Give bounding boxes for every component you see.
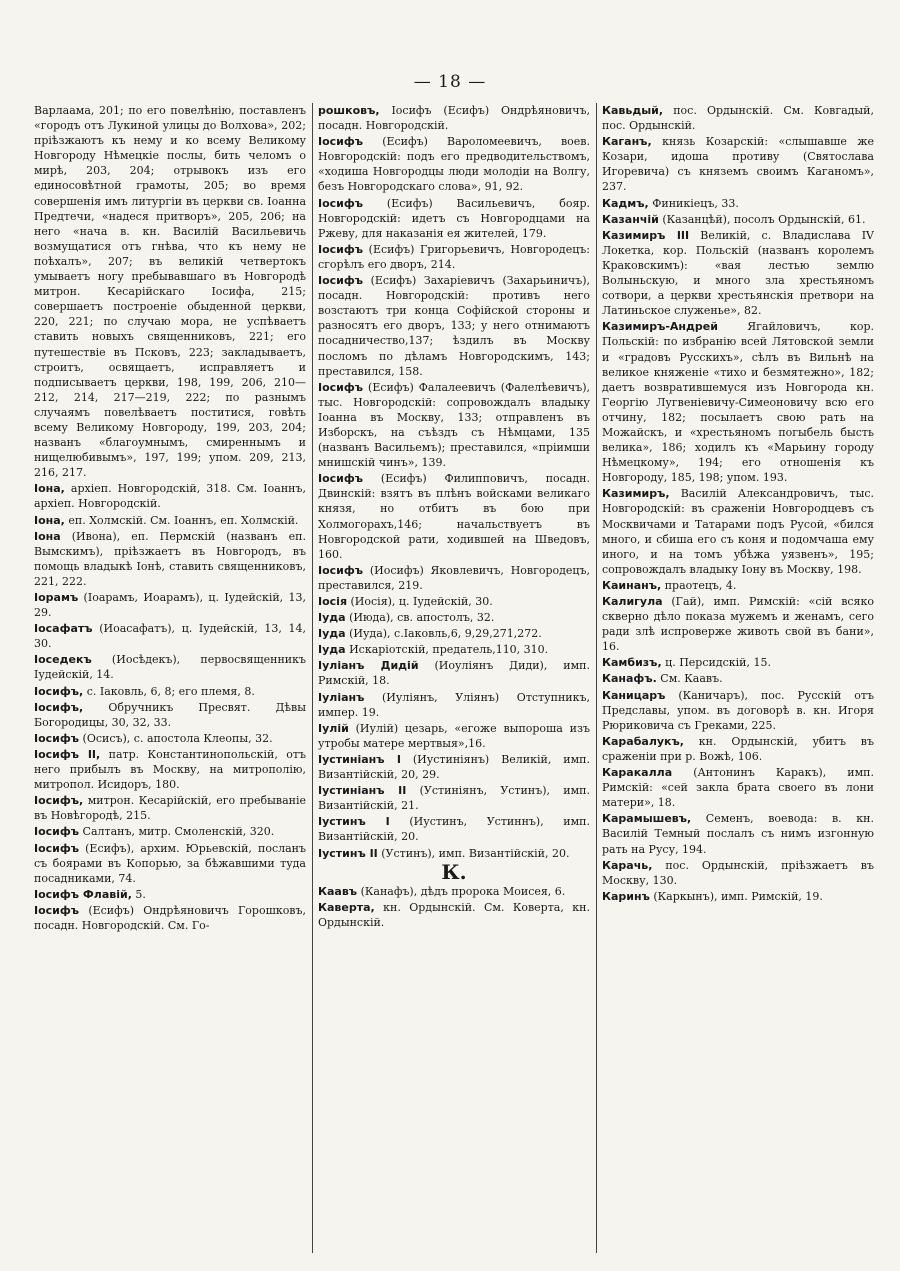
index-entry <box>34 747 306 792</box>
index-entry <box>318 814 590 844</box>
entry-headword: Канафъ. <box>602 672 657 686</box>
entry-headword: Іулій <box>318 721 349 735</box>
entry-text: (Иустинъ, Устиннъ), имп. Византійскій, 20. <box>318 815 590 844</box>
index-entry <box>602 655 874 670</box>
index-entry <box>318 658 590 688</box>
entry-text: (Есифъ) Захаріевичъ (Захарьиничъ), посадн. Новгородскій: противъ него возстаютъ три конца Софійской стороны и разносятъ его дворъ, 133; у него отнимаютъ посадничество,137; ѣздилъ въ Москву посломъ по дѣламъ Новгородскимъ, 143; преставился, 158. <box>318 274 590 378</box>
entry-headword: Каринъ <box>602 889 650 903</box>
entry-headword: Іустиніанъ I <box>318 752 401 766</box>
entry-headword: Калигула <box>602 595 663 608</box>
index-entry <box>602 103 874 133</box>
index-entry <box>602 196 874 211</box>
entry-text: Финикіецъ, 33. <box>648 196 739 210</box>
index-entry <box>318 610 590 625</box>
index-entry <box>602 889 874 904</box>
entry-text: (Иоуліянъ Диди), имп. Римскій, 18. <box>318 659 590 688</box>
entry-headword: Іоседекъ <box>34 653 92 667</box>
entry-headword: Іона, <box>34 513 65 527</box>
entry-text: кн. Ордынскій. См. Коверта, кн. Ордынскій. <box>318 900 590 929</box>
index-entry <box>318 690 590 720</box>
entry-text: (Каркынъ), имп. Римскій, 19. <box>649 889 823 903</box>
entry-headword: Камбизъ, <box>602 656 662 670</box>
entry-text: (Иулій) цезарь, «егоже выпороша изъ утробы матере мертвыя»,16. <box>318 721 590 750</box>
entry-text: митрон. Кесарійскій, его пребываніе въ Новѣгородѣ, 215. <box>34 794 306 823</box>
entry-headword: Казимиръ-Андрей <box>602 320 718 334</box>
entry-text: (Антонинъ Каракъ), имп. Римскій: «сей закла брата своего въ лони матери», 18. <box>602 766 874 810</box>
index-entry <box>318 846 590 861</box>
index-entry <box>34 684 306 699</box>
index-entry <box>318 273 590 379</box>
entry-text: (Есифъ) Ондрѣяновичъ Горошковъ, посадн. Новгородскій. См. Го- <box>34 903 306 932</box>
entry-text: архіеп. Новгородскій, 318. См. Іоаннъ, архіеп. Новгородскій. <box>34 482 306 511</box>
page-number: — 18 — <box>413 72 487 92</box>
entry-headword: Іосифъ <box>34 825 80 839</box>
entry-headword: Іосифъ <box>318 242 364 256</box>
entry-text: Семенъ, воевода: в. кн. Василій Темный послалъ съ нимъ изгонную рать на Русу, 194. <box>602 812 874 856</box>
index-entry <box>34 824 306 839</box>
entry-headword: Іустинъ II <box>318 846 378 860</box>
index-entry <box>602 212 874 227</box>
entry-text: Василій Александровичъ, тыс. Новгородскій: въ сраженіи Новгородцевъ съ Москвичами и Татарами подъ Русой, «бился много, и сбиша его съ коня и подомчаша ему иного, и на томъ убѣжа уязвенъ», 195; сопровождалъ владыку Іону въ Москву, 198. <box>602 487 874 576</box>
entry-headword: рошковъ, <box>318 104 380 117</box>
entry-text: (Июда), св. апостолъ, 32. <box>345 611 495 625</box>
entry-headword: Карачь, <box>602 858 653 872</box>
entry-headword: Іуліанъ Дидій <box>318 659 419 673</box>
index-entry <box>34 652 306 682</box>
entry-headword: Казанчій <box>602 212 659 226</box>
index-entry <box>34 700 306 730</box>
index-entry <box>602 765 874 810</box>
entry-headword: Карабалукъ, <box>602 734 684 748</box>
entry-text: Ягайловичъ, кор. Польскій: по избранію всей Лятовской земли и «градовъ Русскихъ», сѣлъ въ Вильнѣ на великое княженіе «тихо и безмятежно», 182; даетъ возвратившемуся изъ Новгорода кн. Георгію Лугвеніевичу-Симеоновичу всю его отчину, 182; посылаетъ свою рать на Можайскъ, и «хрестьяномъ погыбель бысть велика», 186; ходилъ къ «Марьину городу Нѣмецкому», 194; его отношенія къ Новгороду, 185, 198; упом. 193. <box>602 320 874 485</box>
entry-text: (Есифъ) Фалалеевичъ (Фалелѣевичъ), тыс. Новгородскій: сопровождалъ владыку Іоанна въ Москву, 133; отправленъ въ Изборскъ, на съѣздъ съ Нѣмцами, 135 (названъ Васильемъ); преставился, «пріимши мнишскій чинъ», 139. <box>318 380 590 470</box>
entry-headword: Іосифъ <box>318 274 364 288</box>
entry-text: Великій, с. Владислава IV Локетка, кор. Польскій (названъ королемъ Краковскимъ): «вая лестью землю Волыньскую, и много зла хрестьяномъ сотвори, а церкви хрестьянскія претвори на Латиньское служенье», 82. <box>602 228 874 318</box>
entry-text: (Иоасафатъ), ц. Іудейскій, 13, 14, 30. <box>34 622 306 651</box>
entry-headword: Каракалла <box>602 766 673 780</box>
index-entry <box>602 578 874 593</box>
entry-text: праотецъ, 4. <box>661 578 737 592</box>
entry-text: (Иустиніянъ) Великій, имп. Византійскій, 20, 29. <box>318 752 590 782</box>
entry-text: (Казанцѣй), посолъ Ордынскій, 61. <box>658 212 866 226</box>
column-3 <box>596 103 874 1253</box>
entry-headword: Іуда <box>318 643 346 657</box>
index-entry <box>318 380 590 471</box>
entry-text: (Устиніянъ, Устинъ), имп. Византійскій, 21. <box>318 784 590 813</box>
index-entry <box>34 103 306 480</box>
entry-headword: Іосифъ <box>318 472 364 486</box>
column-1 <box>34 103 306 1253</box>
entry-headword: Іустинъ I <box>318 815 390 829</box>
index-entry <box>318 134 590 194</box>
entry-headword: Каверта, <box>318 900 375 914</box>
entry-text: (Есифъ) Григорьевичъ, Новгородецъ: сгорѣлъ его дворъ, 214. <box>318 242 590 271</box>
index-entry <box>318 563 590 593</box>
entry-text: ц. Персидскій, 15. <box>661 656 771 670</box>
entry-headword: Карамышевъ, <box>602 812 692 826</box>
entry-headword: Іосифъ II, <box>34 747 101 761</box>
entry-text: (Есифъ) Вароломеевичъ, воев. Новгородскій: подъ его предводительствомъ, «ходиша Новгородцы люди молодіи на Волгу, безъ Новгородскаго слова», 91, 92. <box>318 135 590 194</box>
index-entry <box>318 783 590 813</box>
entry-headword: Каганъ, <box>602 135 652 149</box>
entry-text: (Канафъ), дѣдъ пророка Моисея, 6. <box>357 884 566 898</box>
entry-headword: Каинанъ, <box>602 578 662 592</box>
index-entry <box>318 900 590 930</box>
entry-text: (Гай), имп. Римскій: «сій всяко скверно дѣло показа мужемъ и женамъ, сего ради злѣ испровержe животь свой въ бани», 16. <box>602 595 874 654</box>
entry-headword: Іуда <box>318 611 346 625</box>
entry-headword: Іосифъ <box>34 841 80 855</box>
index-entry <box>34 481 306 511</box>
index-entry <box>34 887 306 902</box>
entry-text: (Есифъ), архим. Юрьевскій, посланъ съ боярами въ Копорью, за бѣжавшими туда посадниками, 74. <box>34 841 306 885</box>
index-entry <box>602 134 874 194</box>
entry-headword: Іосифъ, <box>34 794 84 808</box>
entry-text: (Осисъ), с. апостола Клеопы, 32. <box>79 731 273 745</box>
entry-text: (Иосѣдекъ), первосвященникъ Іудейскій, 14. <box>34 653 306 682</box>
index-entry <box>602 688 874 733</box>
entry-headword: Іорамъ <box>34 591 79 604</box>
entry-text: (Есифъ) Васильевичъ, бояр. Новгородскій: идетъ съ Новгородцами на Ржеву, для наказанія ея жителей, 179. <box>318 196 590 240</box>
index-entry <box>602 734 874 764</box>
entry-headword: Іосифъ <box>318 563 364 577</box>
index-entry <box>34 590 306 620</box>
entry-text: патр. Константинопольскій, отъ него прибылъ въ Москву, на митрополію, митропол. Исидоръ, 180. <box>34 747 306 792</box>
index-entry <box>318 721 590 751</box>
index-entry <box>318 594 590 609</box>
entry-headword: Іустиніанъ II <box>318 784 407 798</box>
index-entry <box>34 529 306 589</box>
entry-headword: Іосифъ <box>318 196 364 210</box>
entry-headword: Каавъ <box>318 884 358 898</box>
entry-text: (Иуліянъ, Уліянъ) Отступникъ, импер. 19. <box>318 690 590 719</box>
entry-text: (Иосія), ц. Іудейскій, 30. <box>347 595 493 608</box>
entry-headword: Іуліанъ <box>318 690 365 704</box>
entry-text: Обручникъ Пресвят. Дѣвы Богородицы, 30, 32, 33. <box>34 700 306 729</box>
entry-text: Іосифъ (Есифъ) Ондрѣяновичъ, посадн. Новгородскій. <box>318 104 590 133</box>
entry-headword: Казимиръ, <box>602 487 670 501</box>
index-entry <box>602 858 874 888</box>
entry-headword: Кадмъ, <box>602 196 649 210</box>
entry-text: пос. Ордынскій. См. Ковгадый, пос. Ордынскій. <box>602 104 874 133</box>
index-entry <box>602 486 874 577</box>
entry-headword: Іосифъ, <box>34 700 84 714</box>
entry-text: 5. <box>131 887 146 901</box>
entry-text: (Иосифъ) Яковлевичъ, Новгородецъ, преставился, 219. <box>318 563 590 592</box>
entry-headword: Казимиръ III <box>602 228 690 242</box>
entry-headword: Іосифъ <box>318 380 364 394</box>
entry-text: (Устинъ), имп. Византійскій, 20. <box>377 846 570 860</box>
index-entry <box>602 319 874 485</box>
entry-text: (Иуда), с.Іаковль,6, 9,29,271,272. <box>345 627 542 641</box>
entry-text: (Іоарамъ, Иоарамъ), ц. Іудейскій, 13, 29. <box>34 591 306 620</box>
column-2 <box>312 103 590 1253</box>
entry-headword: Іосифъ, <box>34 684 84 698</box>
index-entry <box>318 471 590 562</box>
index-entry <box>318 242 590 272</box>
index-entry <box>34 793 306 823</box>
index-entry <box>34 903 306 933</box>
index-entry <box>34 513 306 528</box>
index-entry <box>318 642 590 657</box>
entry-text: князь Козарскій: «слышавше же Козари, идоша противу (Святослава Игоревича) съ княземъ своимъ Каганомъ», 237. <box>602 135 874 194</box>
index-entry <box>34 621 306 651</box>
entry-text: См. Каавъ. <box>656 672 723 686</box>
entry-text: с. Іаковль, 6, 8; его племя, 8. <box>83 684 255 698</box>
entry-text: пос. Ордынскій, пріѣзжаетъ въ Москву, 130. <box>602 858 874 887</box>
entry-headword: Іосифъ <box>318 135 364 149</box>
index-entry <box>318 103 590 133</box>
entry-headword: Іосифъ Флавій, <box>34 887 132 901</box>
entry-headword: Іосифъ <box>34 903 80 917</box>
index-entry <box>602 594 874 654</box>
entry-headword: Каницаръ <box>602 688 666 702</box>
entry-text: (Каничаръ), пос. Русскій отъ Предславы, упом. въ договорѣ в. кн. Игоря Рюриковича съ Греками, 225. <box>602 688 874 732</box>
entry-headword: Іона <box>34 529 61 543</box>
entry-headword: Іуда <box>318 627 346 641</box>
index-entry <box>318 752 590 782</box>
index-entry <box>318 626 590 641</box>
entry-headword: Іосія <box>318 595 348 608</box>
entry-headword: Кавьдый, <box>602 104 664 117</box>
entry-headword: Іона, <box>34 482 65 496</box>
entry-text: кн. Ордынскій, убитъ въ сраженіи при р. Вожѣ, 106. <box>602 734 874 763</box>
entry-text: (Ивона), еп. Пермскій (названъ еп. Вымскимъ), пріѣзжаетъ въ Новгородъ, въ помощь владыкѣ Іонѣ, ставить священниковъ, 221, 222. <box>34 529 306 588</box>
entry-text: Искаріотскій, предатель,110, 310. <box>345 643 549 657</box>
index-entry <box>318 196 590 241</box>
section-letter: К. <box>441 859 467 884</box>
index-entry <box>602 811 874 856</box>
entry-text: (Есифъ) Филипповичъ, посадн. Двинскій: взятъ въ плѣнъ войсками великаго князя, но отбитъ въ бою при Холмогорахъ,146; начальствуетъ въ Новгородской рати, ходившей на Шведовъ, 160. <box>318 472 590 561</box>
index-entry <box>34 841 306 886</box>
entry-text: Варлаама, 201; по его повелѣнію, поставленъ «городъ отъ Лукиной улицы до Волхова», 202; пріѣзжаютъ къ нему и ко всему Великому Новгороду Нѣмецкіе послы, бить челомъ о мирѣ, 203, 204; отрывокъ изъ его единосовѣтной грамоты, 205; во время совершенія имъ литургіи въ церкви св. Іоанна Предтечи, «надеся притворъ», 205, 206; на него «нача в. кн. Василій Васильевичь возмущатися отъ гнѣва, что къ нему не поѣхалъ», 207; въ великій четвертокъ умываетъ ногу пребывавшаго въ Новгородѣ митрон. Кесарійскаго Іосифа, 215; совершаетъ построеніе обыденной церкви, 220, 221; по случаю мора, не успѣваетъ ставить новыхъ священниковъ, 221; его путешествіе въ Псковъ, 223; закладываетъ, строитъ, освящаетъ, исправляетъ и подписываетъ церкви, 198, 199, 206, 210—212, 214, 217—219, 222; по разнымъ случаямъ повелѣваетъ поститися, говѣть всему Великому Новгороду, 199, 203, 204; названъ «благоумнымъ, смиреннымъ и нищелюбивымъ», 197, 199; упом. 209, 213, 216, 217. <box>34 104 306 480</box>
index-entry <box>602 228 874 319</box>
index-entry <box>318 884 590 899</box>
entry-headword: Іосафатъ <box>34 622 93 636</box>
entry-headword: Іосифъ <box>34 731 80 745</box>
index-entry <box>34 731 306 746</box>
index-entry <box>602 671 874 686</box>
columns <box>34 103 874 1253</box>
entry-text: еп. Холмскій. См. Іоаннъ, еп. Холмскій. <box>64 513 299 527</box>
entry-text: Салтанъ, митр. Смоленскій, 320. <box>79 825 275 839</box>
